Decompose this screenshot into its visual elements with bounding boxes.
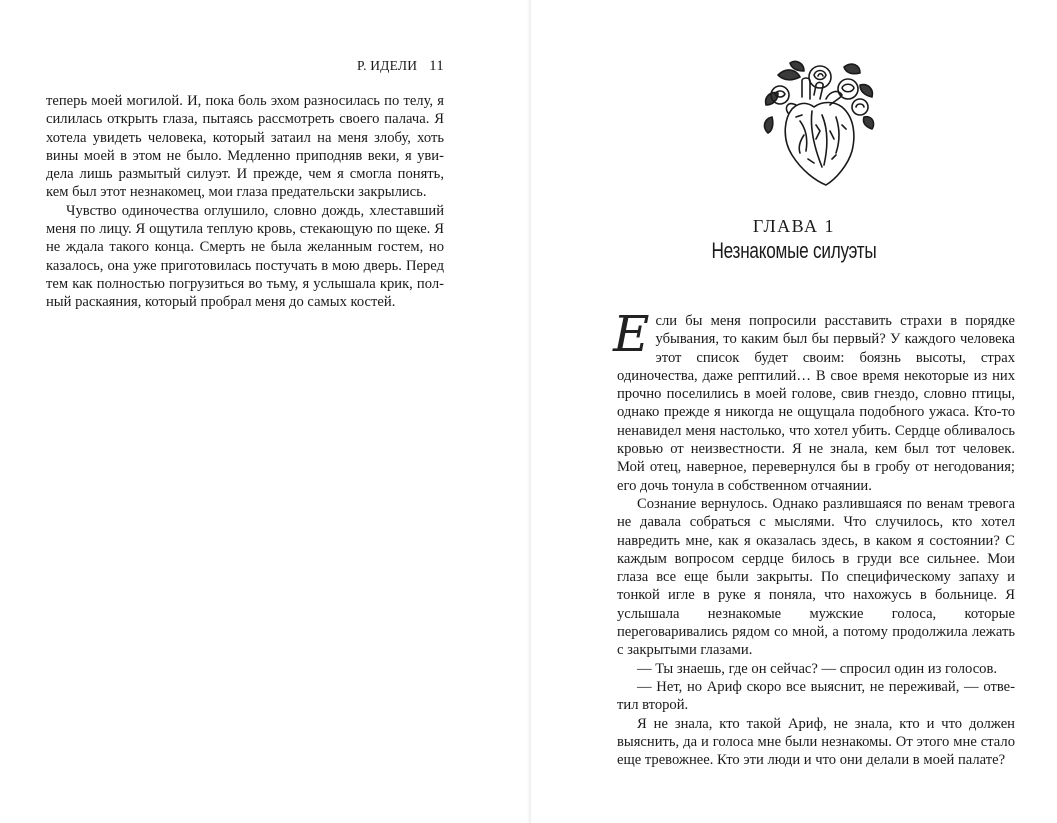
paragraph: — Нет, но Ариф скоро все выяснит, не переживай, — ответил второй. (617, 678, 1015, 714)
running-head-author: Р. ИДЕЛИ (357, 58, 418, 73)
paragraph: Сознание вернулось. Однако разлившаяся по венам тревога не давала собраться с мыслями. Что случилось, кто хотел навредить мне, как я оказалась здесь, в каком я состоянии? С каждым вопросом сердце билось в груди все сильнее. Мои глаза все еще были закрыты. По специфическому запаху и тонкой игле в руке я поняла, что нахожусь в больнице. Я услышала незнакомые мужские голоса, которые переговаривались рядом со мной, а потому продолжила лежать с закрытыми глазами. (617, 495, 1015, 659)
chapter-title: Незнакомые силуэты (711, 238, 877, 263)
paragraph: Чувство одиночества оглушило, словно дождь, хлеставший меня по лицу. Я ощутила теплую кровь, стекающую по щеке. Я не ждала такого конца. Смерть не была желанным гостем, но казалось, она уже приготовилась постучать в мою дверь. Перед тем как полностью погрузиться во тьму, я услышала крик, полный раскаяния, который пробрал меня до самых костей. (46, 202, 444, 311)
paragraph: Я не знала, кто такой Ариф, не знала, кто и что должен выяснить, да и голоса мне были незнакомы. От этого мне стало еще тревожнее. Кто эти люди и что они делали в моей палате? (617, 715, 1015, 769)
paragraph: теперь моей могилой. И, пока боль эхом разносилась по телу, я силилась открыть глаза, пытаясь рассмотреть своего палача. Я хотела увидеть человека, который затаил на меня злобу, хоть вины моей в этом не было. Медленно приподняв веки, я увидела лишь размытый силуэт. И прежде, чем я смогла понять, кем был этот незнакомец, мои глаза предательски закрылись. (46, 93, 444, 201)
left-page-text (46, 92, 444, 312)
dropcap: Е (613, 305, 650, 363)
paragraph-text: сли бы меня попросили расставить страхи в порядке убывания, то каким был бы первый? У каждого человека этот список будет своим: боязнь высоты, страх одиночества, даже рептилий… В свое время некоторые из них прочно поселились в моей голове, свив гнездо, словно птицы, однако прежде я никогда не ощущала подобного ужаса. Кто-то ненавидел меня настолько, что хотел убить. Сердце обливалось кровью от неизвестности. Я не знала, кем был тот человек. Мой отец, наверное, перевернулся бы в гробу от негодования; его дочь тонула в собственном отчаянии. (617, 313, 1015, 494)
anatomical-heart-with-roses-icon (756, 55, 878, 190)
right-page-text (613, 305, 1015, 769)
paragraph: — Ты знаешь, где он сейчас? — спросил один из голосов. (637, 660, 998, 677)
running-head (300, 58, 444, 75)
chapter-label: ГЛАВА 1 (752, 216, 836, 236)
page-number: 11 (429, 58, 444, 74)
opening-paragraph (613, 305, 1015, 495)
